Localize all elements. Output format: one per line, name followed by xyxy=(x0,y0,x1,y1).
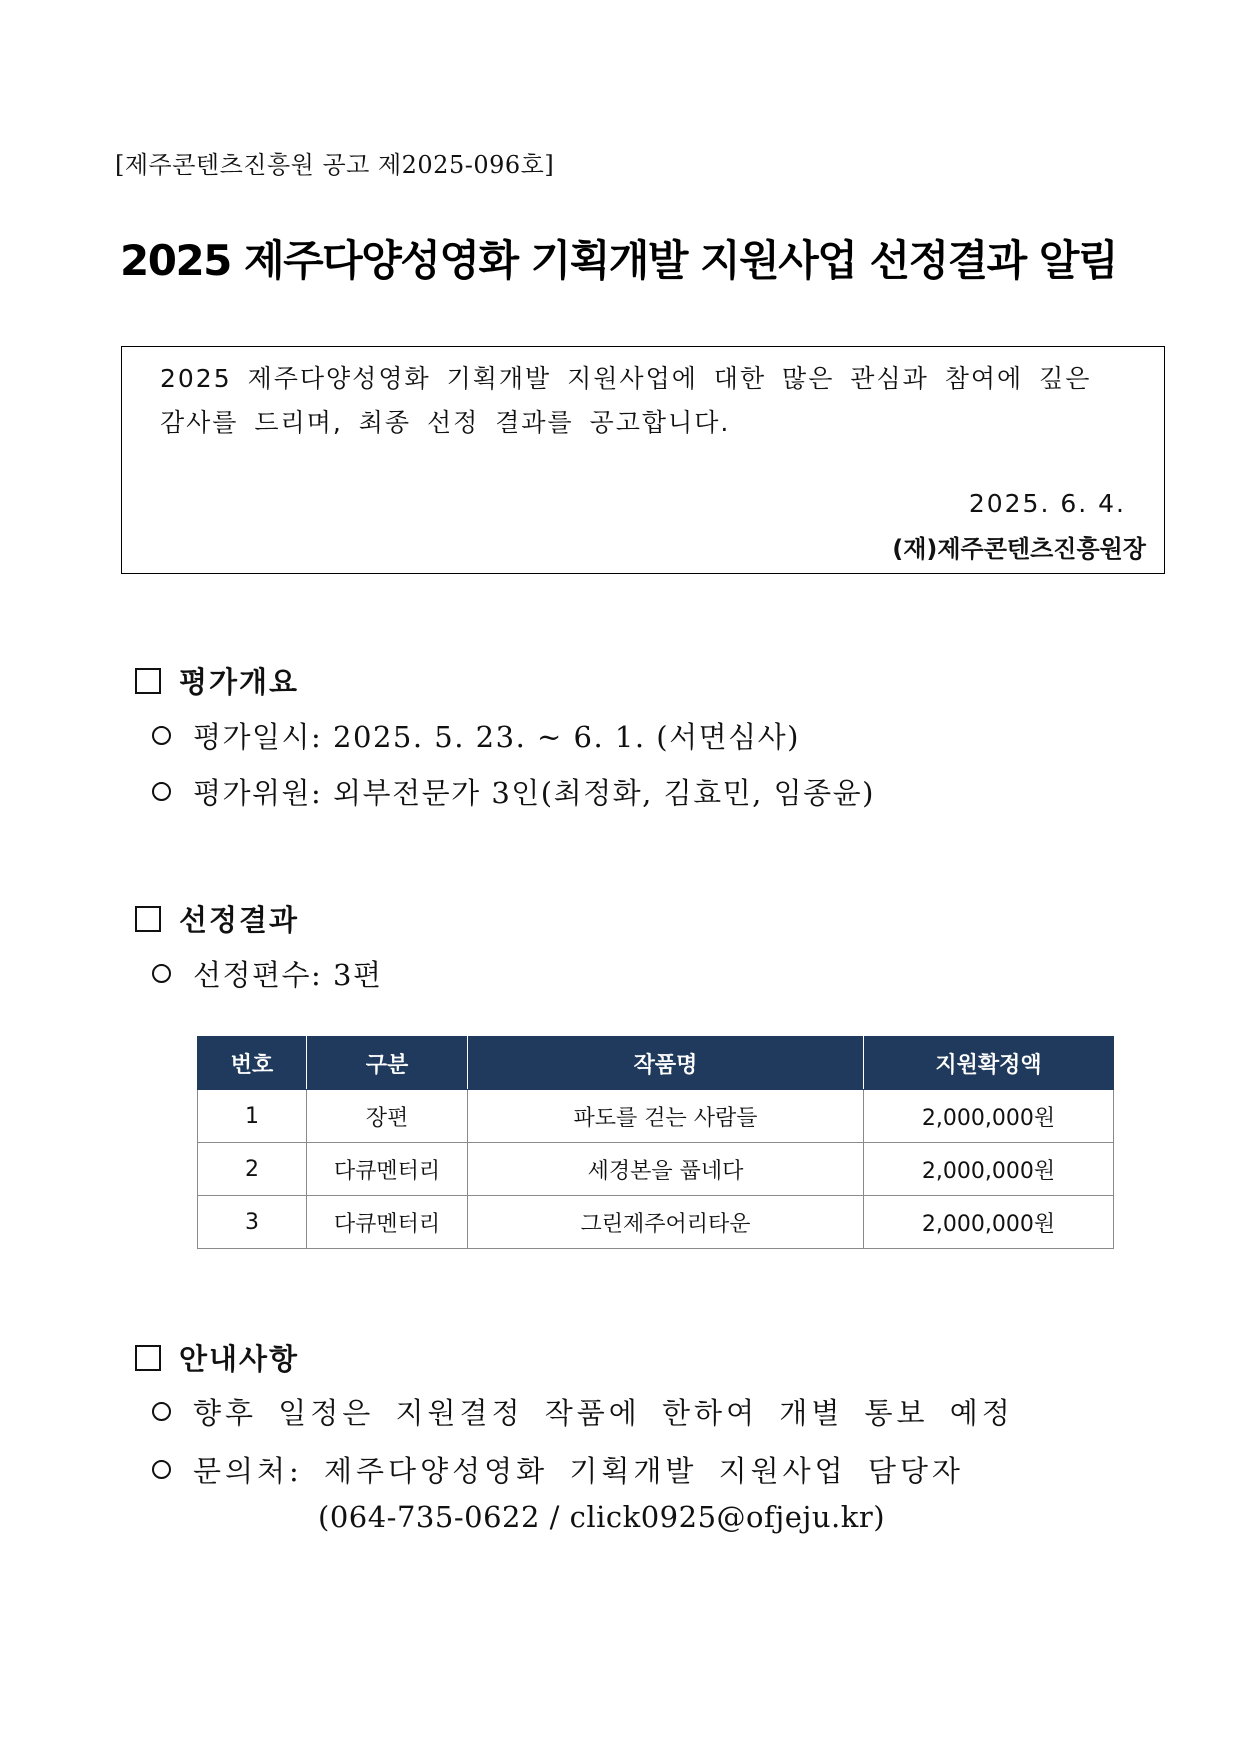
intro-line-1: 2025 제주다양성영화 기획개발 지원사업에 대한 많은 관심과 참여에 깊은 xyxy=(160,364,1092,393)
column-header-title: 작품명 xyxy=(468,1037,864,1090)
intro-signer: (재)제주콘텐츠진흥원장 xyxy=(892,535,1146,563)
list-item-text: 문의처: 제주다양성영화 기획개발 지원사업 담당자 xyxy=(193,1454,964,1488)
list-item xyxy=(152,715,800,756)
circle-bullet-icon xyxy=(152,1402,171,1421)
contact-info: (064-735-0622 / click0925@ofjeju.kr) xyxy=(318,1500,886,1534)
section-title: 안내사항 xyxy=(179,1342,300,1376)
circle-bullet-icon xyxy=(152,964,171,983)
checkbox-icon xyxy=(135,1345,161,1371)
intro-line-2: 감사를 드리며, 최종 선정 결과를 공고합니다. xyxy=(160,408,731,437)
cell-number: 1 xyxy=(198,1090,307,1143)
circle-bullet-icon xyxy=(152,726,171,745)
table-header-row xyxy=(198,1037,1114,1090)
list-item xyxy=(152,1449,964,1490)
results-table xyxy=(197,1036,1114,1249)
circle-bullet-icon xyxy=(152,1460,171,1479)
circle-bullet-icon xyxy=(152,782,171,801)
section-overview-heading xyxy=(135,660,299,701)
cell-title: 파도를 걷는 사람들 xyxy=(468,1090,864,1143)
table-row xyxy=(198,1090,1114,1143)
list-item-text: 평가위원: 외부전문가 3인(최정화, 김효민, 임종윤) xyxy=(193,776,875,810)
cell-number: 2 xyxy=(198,1143,307,1196)
intro-box xyxy=(121,346,1165,574)
intro-text xyxy=(160,357,1100,445)
cell-category: 다큐멘터리 xyxy=(307,1196,468,1249)
table-row xyxy=(198,1143,1114,1196)
cell-category: 다큐멘터리 xyxy=(307,1143,468,1196)
cell-category: 장편 xyxy=(307,1090,468,1143)
list-item-text: 향후 일정은 지원결정 작품에 한하여 개별 통보 예정 xyxy=(193,1396,1014,1430)
list-item-text: 평가일시: 2025. 5. 23. ~ 6. 1. (서면심사) xyxy=(193,720,800,754)
checkbox-icon xyxy=(135,668,161,694)
list-item xyxy=(152,953,383,994)
cell-title: 세경본을 풉네다 xyxy=(468,1143,864,1196)
page-title: 2025 제주다양성영화 기획개발 지원사업 선정결과 알림 xyxy=(120,236,1118,285)
checkbox-icon xyxy=(135,906,161,932)
list-item-text: 선정편수: 3편 xyxy=(193,958,383,992)
cell-amount: 2,000,000원 xyxy=(864,1090,1114,1143)
column-header-number: 번호 xyxy=(198,1037,307,1090)
list-item xyxy=(152,771,875,812)
intro-date: 2025. 6. 4. xyxy=(968,489,1126,518)
cell-amount: 2,000,000원 xyxy=(864,1143,1114,1196)
cell-title: 그린제주어리타운 xyxy=(468,1196,864,1249)
section-title: 선정결과 xyxy=(179,903,300,937)
list-item xyxy=(152,1391,1014,1432)
column-header-category: 구분 xyxy=(307,1037,468,1090)
table-row xyxy=(198,1196,1114,1249)
section-notes-heading xyxy=(135,1337,299,1378)
notice-number: [제주콘텐츠진흥원 공고 제2025-096호] xyxy=(115,151,555,179)
cell-amount: 2,000,000원 xyxy=(864,1196,1114,1249)
section-results-heading xyxy=(135,898,299,939)
cell-number: 3 xyxy=(198,1196,307,1249)
section-title: 평가개요 xyxy=(179,665,300,699)
column-header-amount: 지원확정액 xyxy=(864,1037,1114,1090)
